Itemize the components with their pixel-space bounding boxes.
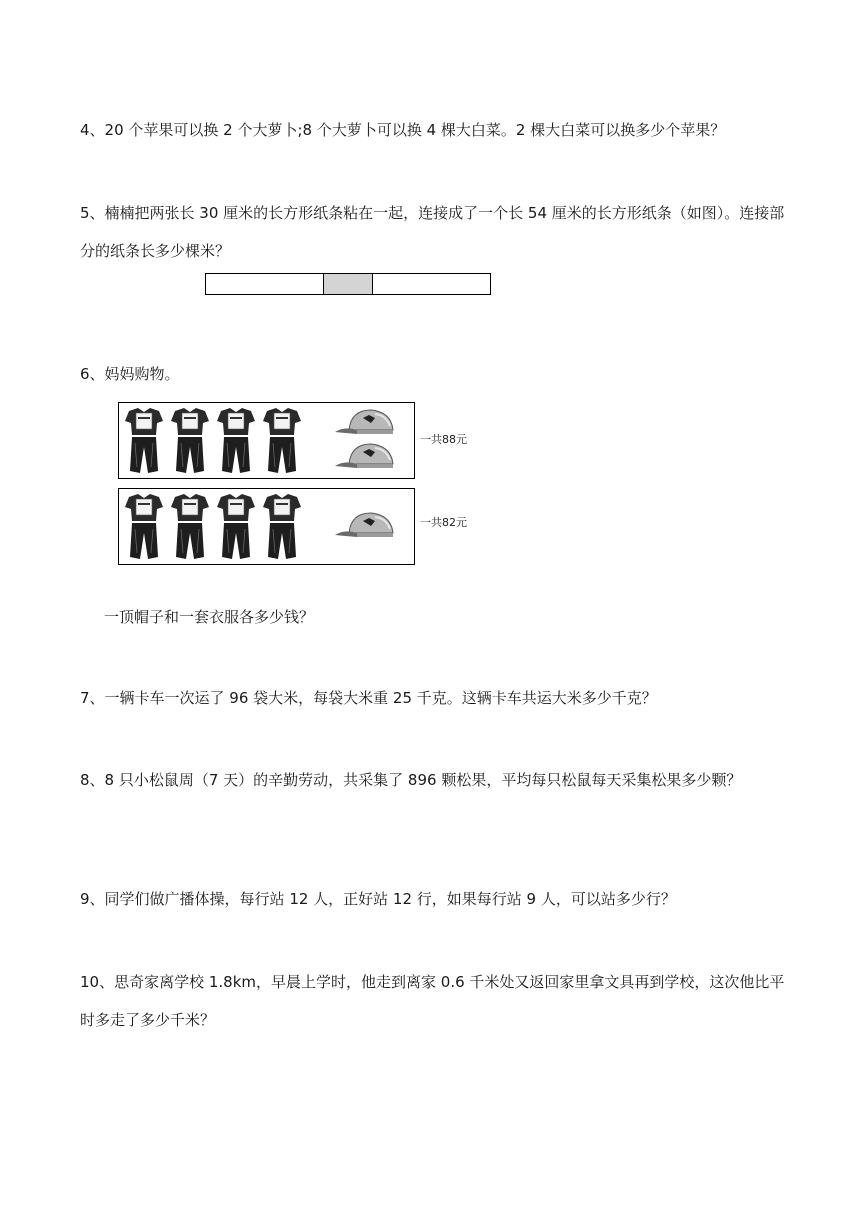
paper-strip-diagram: [205, 273, 491, 295]
question-6-ask: 一顶帽子和一套衣服各多少钱？: [104, 608, 315, 626]
strip-right-part: [373, 274, 490, 294]
question-5: 5、楠楠把两张长 30 厘米的长方形纸条粘在一起，连接成了一个长 54 厘米的长方形纸条（如图）。连接部分的纸条长多少棵米？: [80, 204, 785, 260]
shopping-box-1: [118, 402, 415, 479]
outfit-icon: [262, 493, 302, 561]
cap-icon: [331, 440, 401, 474]
outfit-icon: [124, 493, 164, 561]
outfit-row: [124, 407, 302, 475]
question-10: 10、思奇家离学校 1.8km，早晨上学时，他走到离家 0.6 千米处又返回家里拿文具再到学校，这次他比平时多走了多少千米？: [80, 973, 785, 1029]
outfit-icon: [170, 407, 210, 475]
cap-group: [331, 406, 401, 474]
cap-icon: [331, 406, 401, 440]
question-9: 9、同学们做广播体操，每行站 12 人，正好站 12 行，如果每行站 9 人，可以站多少行？: [80, 890, 676, 908]
cap-group: [331, 509, 401, 543]
shopping-box-2: [118, 488, 415, 565]
question-4: 4、20 个苹果可以换 2 个大萝卜;8 个大萝卜可以换 4 棵大白菜。2 棵大白菜可以换多少个苹果？: [80, 121, 726, 139]
question-7: 7、一辆卡车一次运了 96 袋大米，每袋大米重 25 千克。这辆卡车共运大米多少千克？: [80, 689, 657, 707]
outfit-icon: [124, 407, 164, 475]
question-6-title: 6、妈妈购物。: [80, 365, 180, 383]
outfit-icon: [262, 407, 302, 475]
outfit-icon: [216, 407, 256, 475]
strip-left-part: [206, 274, 323, 294]
strip-overlap-part: [323, 274, 373, 294]
outfit-icon: [170, 493, 210, 561]
outfit-icon: [216, 493, 256, 561]
outfit-row: [124, 493, 302, 561]
box-2-total-label: 一共82元: [420, 516, 467, 529]
question-8: 8、8 只小松鼠周（7 天）的辛勤劳动，共采集了 896 颗松果，平均每只松鼠每天采集松果多少颗？: [80, 771, 742, 789]
box-1-total-label: 一共88元: [420, 433, 467, 446]
cap-icon: [331, 509, 401, 543]
